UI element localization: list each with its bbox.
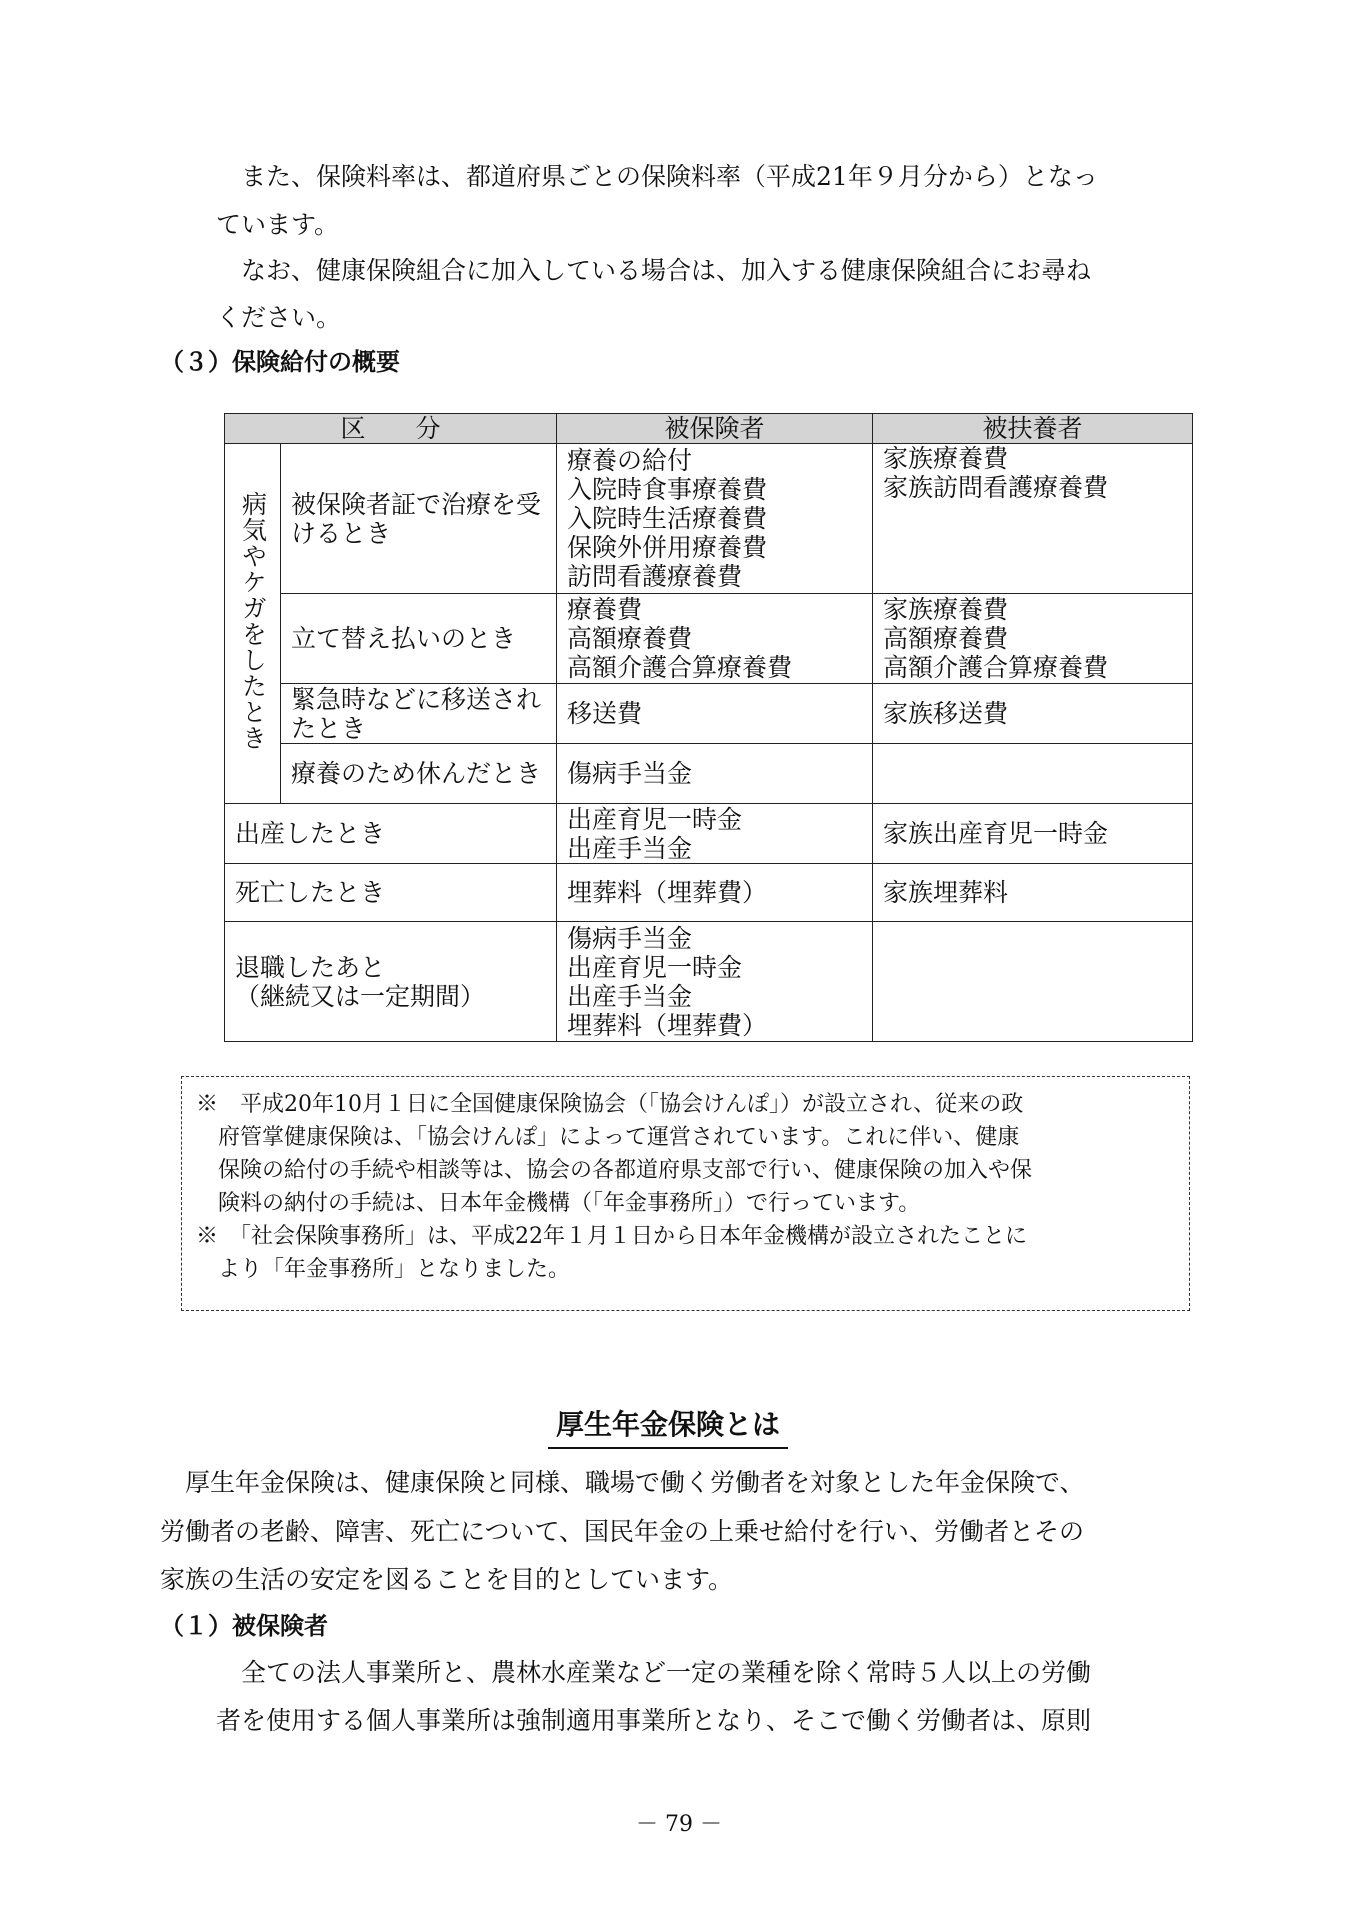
group-label: 病気やケガをしたとき [238, 490, 268, 751]
note-1-line-4: 険料の納付の手続は、日本年金機構（「年金事務所」）で行っています。 [218, 1191, 921, 1216]
table-row [225, 864, 1193, 922]
header-dependent: 被扶養者 [873, 414, 1193, 444]
intro-line-3: なお、健康保険組合に加入している場合は、加入する健康保険組合にお尋ね [216, 256, 1092, 285]
section-heading-insured: （１）被保険者 [160, 1612, 328, 1640]
row-dependent: 家族療養費 高額療養費 高額介護合算療養費 [873, 594, 1193, 684]
table-row [225, 744, 1193, 804]
pension-intro-line-1: 厚生年金保険は、健康保険と同様、職場で働く労働者を対象とした年金保険で、 [160, 1468, 1085, 1497]
row-category: 退職したあと （継続又は一定期間） [225, 922, 557, 1042]
row-category: 死亡したとき [225, 864, 557, 922]
row-insured: 療養の給付 入院時食事療養費 入院時生活療養費 保険外併用療養費 訪問看護療養費 [557, 444, 873, 594]
row-dependent [873, 922, 1193, 1042]
table-row [225, 804, 1193, 864]
row-dependent: 家族埋葬料 [873, 864, 1193, 922]
header-insured: 被保険者 [557, 414, 873, 444]
row-category: 立て替え払いのとき [281, 594, 557, 684]
note-1-line-2: 府管掌健康保険は、「協会けんぽ」によって運営されています。これに伴い、健康 [218, 1125, 1020, 1150]
row-insured: 傷病手当金 [557, 744, 873, 804]
row-dependent: 家族出産育児一時金 [873, 804, 1193, 864]
row-category: 療養のため休んだとき [281, 744, 557, 804]
row-category: 被保険者証で治療を受けるとき [281, 444, 557, 594]
pension-intro-line-2: 労働者の老齢、障害、死亡について、国民年金の上乗せ給付を行い、労働者とその [160, 1517, 1085, 1546]
note-1-line-1: ※ 平成20年10月１日に全国健康保険協会（「協会けんぽ」）が設立され、従来の政 [196, 1092, 1024, 1117]
table-header-row [225, 414, 1193, 444]
table-row [225, 684, 1193, 744]
section-heading-benefits: （３）保険給付の概要 [160, 348, 400, 376]
intro-line-4: ください。 [216, 303, 342, 332]
intro-line-1: また、保険料率は、都道府県ごとの保険料率（平成21年９月分から）となっ [216, 162, 1098, 191]
note-2-line-1: ※ 「社会保険事務所」は、平成22年１月１日から日本年金機構が設立されたことに [196, 1224, 1027, 1249]
header-category: 区 分 [225, 414, 557, 444]
pension-title: 厚生年金保険とは [548, 1405, 788, 1449]
note-1-line-3: 保険の給付の手続や相談等は、協会の各都道府県支部で行い、健康保険の加入や保 [218, 1158, 1033, 1183]
row-category: 出産したとき [225, 804, 557, 864]
row-insured: 移送費 [557, 684, 873, 744]
row-dependent: 家族療養費 家族訪問看護療養費 [873, 444, 1193, 594]
section1-line-1: 全ての法人事業所と、農林水産業など一定の業種を除く常時５人以上の労働 [216, 1658, 1092, 1687]
note-2-line-2: より「年金事務所」となりました。 [218, 1257, 571, 1282]
page-number: － 79 － [636, 1812, 722, 1837]
row-insured: 出産育児一時金 出産手当金 [557, 804, 873, 864]
row-insured: 傷病手当金 出産育児一時金 出産手当金 埋葬料（埋葬費） [557, 922, 873, 1042]
section1-line-2: 者を使用する個人事業所は強制適用事業所となり、そこで働く労働者は、原則 [216, 1706, 1092, 1735]
table-row [225, 444, 1193, 594]
row-insured: 埋葬料（埋葬費） [557, 864, 873, 922]
group-label-cell [225, 444, 281, 804]
row-insured: 療養費 高額療養費 高額介護合算療養費 [557, 594, 873, 684]
row-dependent [873, 744, 1193, 804]
row-dependent: 家族移送費 [873, 684, 1193, 744]
table-row [225, 922, 1193, 1042]
pension-intro-line-3: 家族の生活の安定を図ることを目的としています。 [160, 1565, 734, 1594]
table-row [225, 594, 1193, 684]
row-category: 緊急時などに移送されたとき [281, 684, 557, 744]
intro-line-2: ています。 [216, 210, 340, 239]
benefits-table [224, 413, 1193, 1042]
